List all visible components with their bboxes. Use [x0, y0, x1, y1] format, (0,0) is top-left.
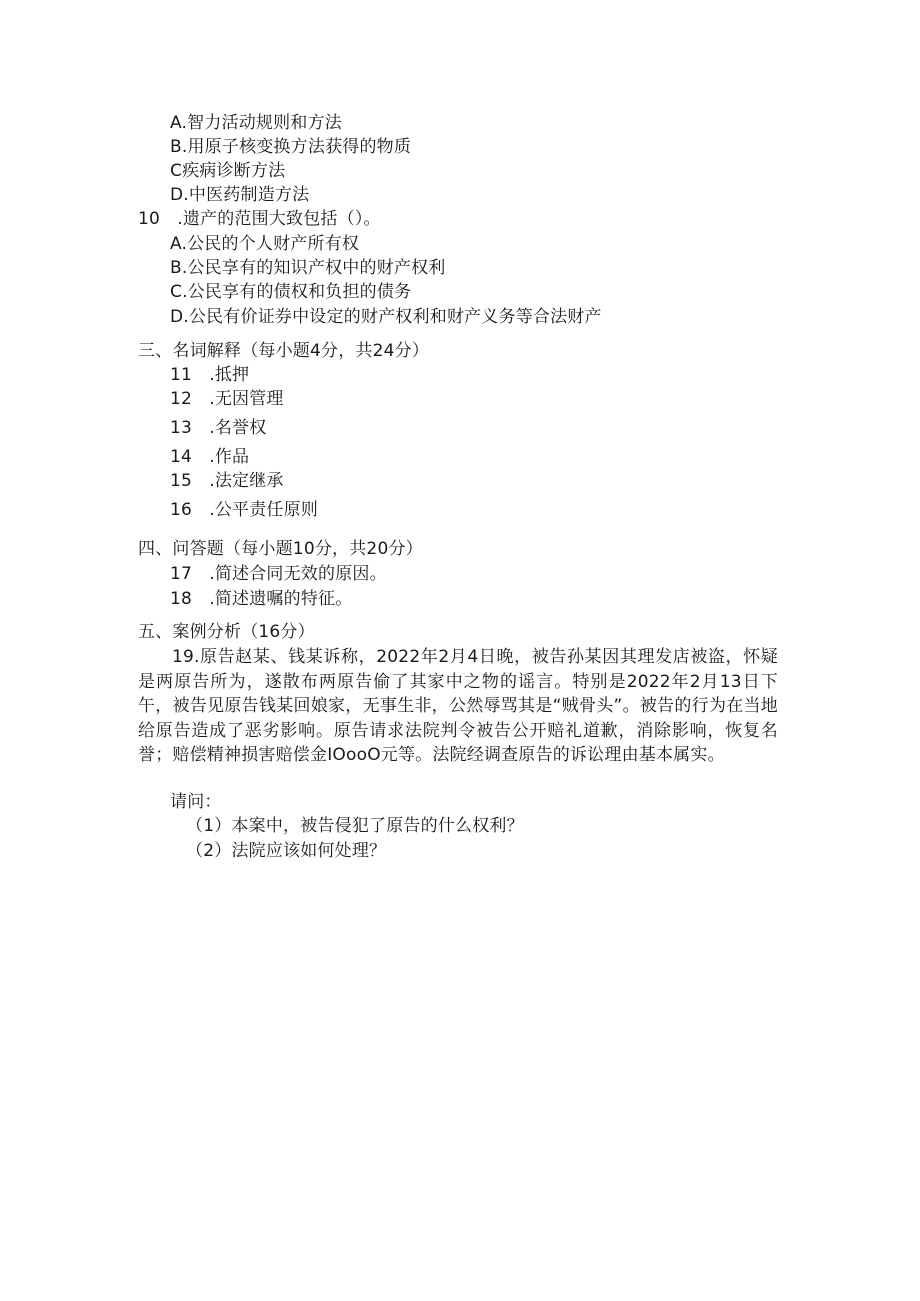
case-question-1: （1）本案中，被告侵犯了原告的什么权利？ — [186, 816, 524, 836]
section3-heading: 三、名词解释（每小题4分，共24分） — [138, 341, 430, 361]
section3-item-13: 13 .名誉权 — [170, 418, 267, 438]
section3-item-14: 14 .作品 — [170, 447, 250, 467]
q9-option-b: B.用原子核变换方法获得的物质 — [170, 137, 412, 157]
section3-item-15: 15 .法定继承 — [170, 471, 284, 491]
section4-heading: 四、问答题（每小题10分，共20分） — [138, 539, 423, 559]
section5-heading: 五、案例分析（16分） — [138, 622, 315, 642]
case-paragraph: 19.原告赵某、钱某诉称，2022年2月4日晚，被告孙某因其理发店被盗，怀疑是两原告所为，遂散布两原告偷了其家中之物的谣言。特别是2022年2月13日下午，被告见原告钱某回娘家，无事生非，公然辱骂其是“贼骨头”。被告的行为在当地给原告造成了恶劣影响。原告请求法院判令被告公开赔礼道歉，消除影响，恢复名誉；赔偿精神损害赔偿金IOooO元等。法院经调查原告的诉讼理由基本属实。 — [138, 647, 778, 766]
q9-option-c: C疾病诊断方法 — [170, 161, 286, 181]
case-question-2: （2）法院应该如何处理？ — [186, 841, 387, 861]
section3-item-16: 16 .公平责任原则 — [170, 500, 319, 520]
q10-option-c: C.公民享有的债权和负担的债务 — [170, 282, 412, 302]
q10-option-b: B.公民享有的知识产权中的财产权利 — [170, 258, 446, 278]
q10-option-d: D.公民有价证券中设定的财产权利和财产义务等合法财产 — [170, 307, 602, 327]
q9-option-d: D.中医药制造方法 — [170, 185, 310, 205]
q10-option-a: A.公民的个人财产所有权 — [170, 234, 360, 254]
section3-item-12: 12 .无因管理 — [170, 389, 284, 409]
ask-label: 请问： — [170, 792, 222, 812]
section4-item-18: 18 .简述遗嘱的特征。 — [170, 589, 353, 609]
section3-item-11: 11 .抵押 — [170, 365, 250, 385]
section4-item-17: 17 .简述合同无效的原因。 — [170, 564, 387, 584]
q9-option-a: A.智力活动规则和方法 — [170, 113, 342, 133]
q10-stem: 10 .遗产的范围大致包括（）。 — [138, 209, 381, 229]
